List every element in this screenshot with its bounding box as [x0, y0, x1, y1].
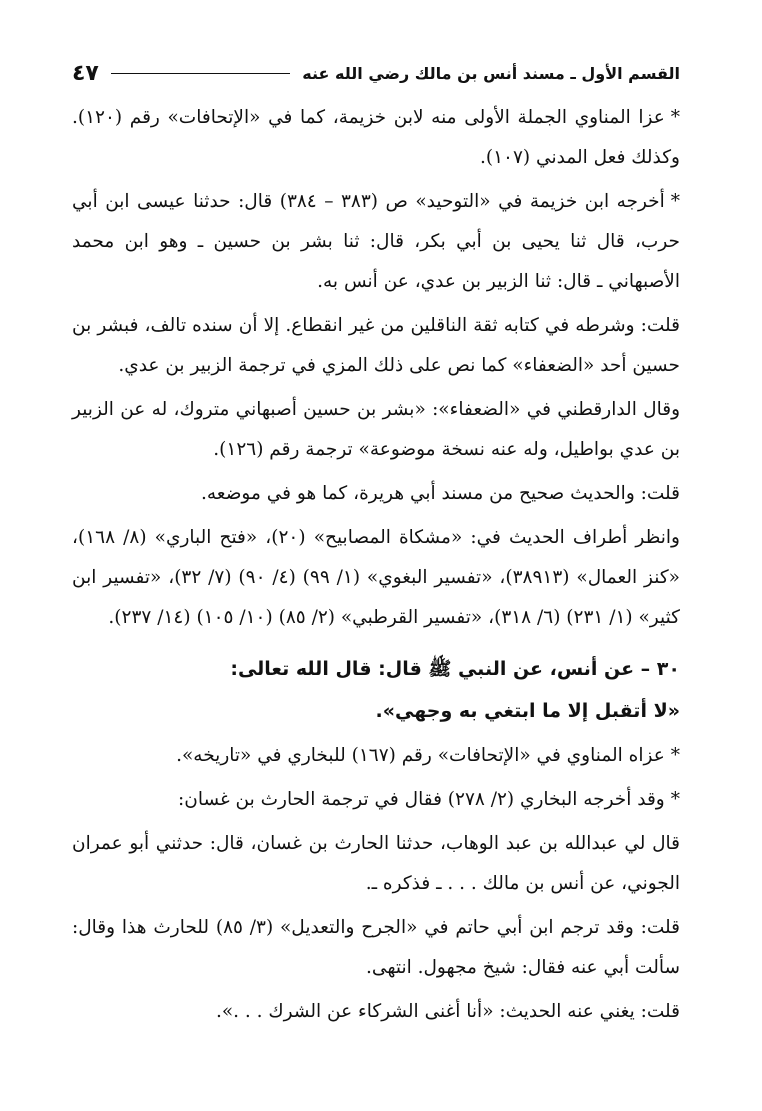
asterisk-marker: *	[670, 745, 680, 766]
paragraph: قلت: وقد ترجم ابن أبي حاتم في «الجرح والتعديل» (٣/ ٨٥) للحارث هذا وقال: سألت أبي عنه فقال: شيخ مجهول. انتهى.	[72, 917, 680, 978]
page-header	[72, 56, 680, 90]
paragraph: وانظر أطراف الحديث في: «مشكاة المصابيح» (٢٠)، «فتح الباري» (٨/ ١٦٨)، «كنز العمال» (٣٨٩١٣)، «تفسير البغوي» (١/ ٩٩) (٤/ ٩٠) (٧/ ٣٢)، «تفسير ابن كثير» (١/ ٢٣١) (٦/ ٣١٨)، «تفسير القرطبي» (٢/ ٨٥) (١٠/ ١٠٥) (١٤/ ٢٣٧).	[72, 527, 680, 628]
running-title: القسم الأول ـ مسند أنس بن مالك رضي الله عنه	[302, 63, 680, 83]
paragraph: قلت: والحديث صحيح من مسند أبي هريرة، كما هو في موضعه.	[200, 483, 680, 504]
asterisk-marker: *	[670, 191, 680, 212]
paragraph: *أخرجه ابن خزيمة في «التوحيد» ص (٣٨٣ – ٣٨٤) قال: حدثنا عيسى ابن أبي حرب، قال ثنا يحيى بن أبي بكر، قال: ثنا بشر بن حسين ـ وهو ابن محمد الأصبهاني ـ قال: ثنا الزبير بن عدي، عن أنس به.	[72, 191, 680, 292]
page-body	[72, 98, 680, 1032]
paragraph: قلت: وشرطه في كتابه ثقة الناقلين من غير انقطاع. إلا أن سنده تالف، فبشر بن حسين أحد «الضعفاء» كما نص على ذلك المزي في ترجمة الزبير بن عدي.	[72, 315, 680, 376]
asterisk-marker: *	[670, 107, 680, 128]
header-rule	[111, 73, 290, 74]
hadith-text: «لا أتقبل إلا ما ابتغي به وجهي».	[375, 700, 680, 722]
paragraph: وقال الدارقطني في «الضعفاء»: «بشر بن حسين أصبهاني متروك، له عن الزبير بن عدي بواطيل، وله عنه نسخة موضوعة» ترجمة رقم (١٢٦).	[72, 399, 680, 460]
paragraph: *وقد أخرجه البخاري (٢/ ٢٧٨) فقال في ترجمة الحارث بن غسان:	[178, 789, 680, 810]
paragraph: *عزاه المناوي في «الإتحافات» رقم (١٦٧) للبخاري في «تاريخه».	[176, 745, 680, 766]
hadith-heading: ٣٠ – عن أنس، عن النبي ﷺ قال: قال الله تعالى:	[230, 658, 680, 680]
asterisk-marker: *	[670, 789, 680, 810]
paragraph: قال لي عبدالله بن عبد الوهاب، حدثنا الحارث بن غسان، قال: حدثني أبو عمران الجوني، عن أنس بن مالك . . . ـ فذكره ـ.	[72, 833, 680, 894]
paragraph: قلت: يغني عنه الحديث: «أنا أغنى الشركاء عن الشرك . . .».	[215, 1001, 680, 1022]
paragraph: *عزا المناوي الجملة الأولى منه لابن خزيمة، كما في «الإتحافات» رقم (١٢٠). وكذلك فعل المدني (١٠٧).	[72, 107, 680, 168]
page-number: ٤٧	[72, 60, 99, 86]
